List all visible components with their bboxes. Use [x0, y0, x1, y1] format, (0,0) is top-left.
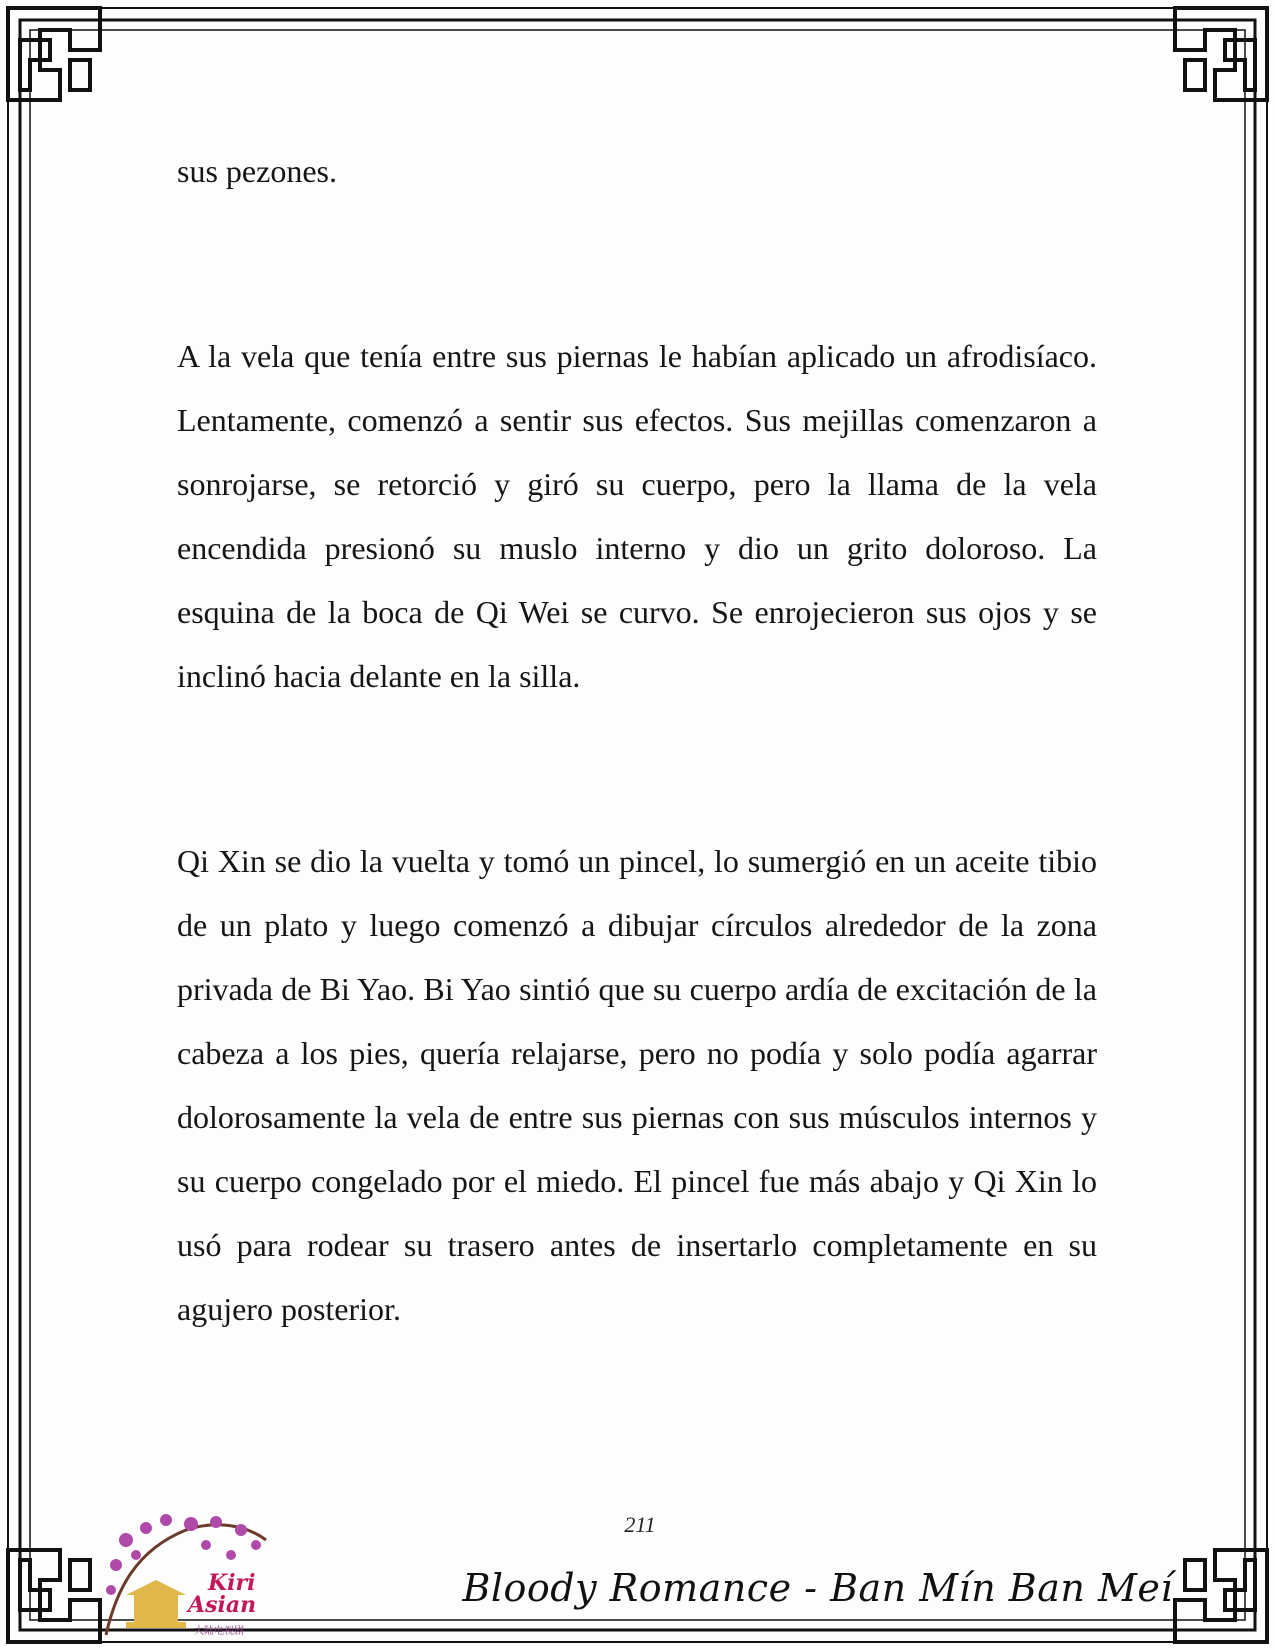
logo-subtitle: 大陆电视剧 [194, 1626, 244, 1637]
paragraph-3: Qi Xin se dio la vuelta y tomó un pincel, lo sumergió en un aceite tibio de un plato y luego comenzó a dibujar círculos alrededor de la zona privada de Bi Yao. Bi Yao sintió que su cuerpo ardía de excitación de la cabeza a los pies, quería relajarse, pero no podía y solo podía agarrar dolorosamente la vela de entre sus piernas con sus músculos internos y su cuerpo congelado por el miedo. El pincel fue más abajo y Qi Xin lo usó para rodear su trasero antes de insertarlo completamente en su agujero posterior. [177, 843, 1097, 1327]
kiri-asian-logo [96, 1510, 276, 1640]
paragraph-1: sus pezones. [177, 153, 337, 189]
paragraph-2: A la vela que tenía entre sus piernas le habían aplicado un afrodisíaco. Lentamente, comenzó a sentir sus efectos. Sus mejillas comenzaron a sonrojarse, se retorció y giró su cuerpo, pero la llama de la vela encendida presionó su muslo interno y dio un grito doloroso. La esquina de la boca de Qi Wei se curvo. Se enrojecieron sus ojos y se inclinó hacia delante en la silla. [177, 338, 1097, 694]
logo-text-line2: Asian [188, 1592, 257, 1618]
page-number: 211 [624, 1512, 656, 1537]
book-title-footer: Bloody Romance - Ban Mín Ban Meí [462, 1566, 1173, 1610]
logo-text-line1: Kiri [208, 1570, 256, 1596]
